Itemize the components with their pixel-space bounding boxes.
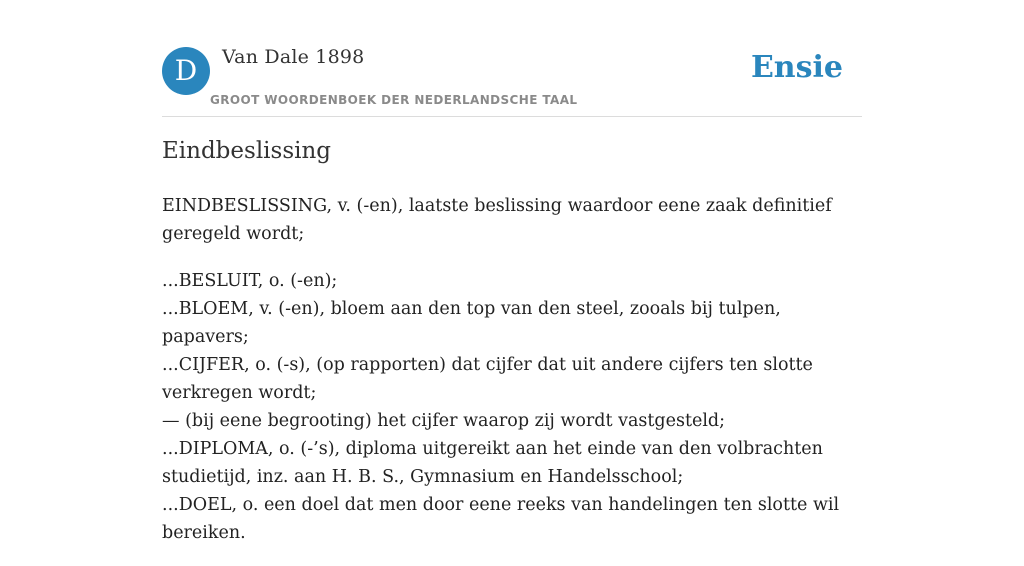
definition-line: ...BLOEM, v. (-en), bloem aan den top van den steel, zooals bij tulpen, papavers;	[162, 299, 781, 347]
header	[162, 46, 862, 117]
source-avatar[interactable]: D	[162, 47, 210, 95]
definition-intro: EINDBESLISSING, v. (-en), laatste beslissing waardoor eene zaak definitief geregeld wordt;	[162, 196, 832, 244]
entry-title: Eindbeslissing	[162, 138, 332, 164]
definition-line: ...CIJFER, o. (-s), (op rapporten) dat cijfer dat uit andere cijfers ten slotte verkregen wordt;	[162, 355, 813, 403]
source-subtitle: GROOT WOORDENBOEK DER NEDERLANDSCHE TAAL	[210, 93, 578, 107]
definition-line: ...DOEL, o. een doel dat men door eene reeks van handelingen ten slotte wil bereiken.	[162, 495, 840, 543]
definition-line: ...BESLUIT, o. (-en);	[162, 271, 338, 291]
source-title[interactable]: Van Dale 1898	[222, 46, 365, 68]
entry-definition	[162, 192, 862, 566]
definition-line: — (bij eene begrooting) het cijfer waarop zij wordt vastgesteld;	[162, 411, 726, 431]
definition-line: ...DIPLOMA, o. (-’s), diploma uitgereikt aan het einde van den volbrachten studietijd, inz. aan H. B. S., Gymnasium en Handelsschool;	[162, 439, 823, 487]
brand-logo[interactable]: Ensie	[750, 50, 843, 85]
definition-lines	[162, 267, 862, 547]
